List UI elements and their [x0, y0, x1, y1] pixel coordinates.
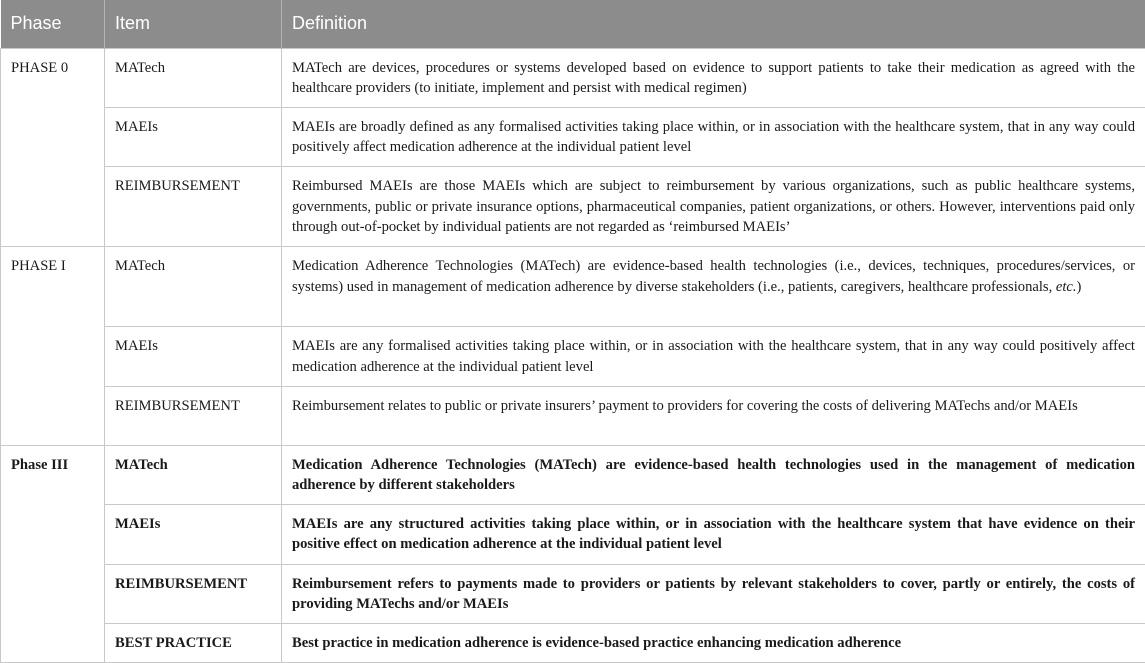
table-row — [1, 623, 1145, 662]
item-cell: REIMBURSEMENT — [105, 386, 282, 445]
definition-cell: MAEIs are any formalised activities taking place within, or in association with the healthcare system, that in any way could positively affect medication adherence at the individual patient level — [282, 327, 1145, 386]
table-row — [1, 247, 1145, 327]
definition-cell: Best practice in medication adherence is evidence-based practice enhancing medication adherence — [282, 623, 1145, 662]
definition-tail: ) — [1077, 279, 1082, 295]
definition-cell: Reimbursement relates to public or private insurers’ payment to providers for covering the costs of delivering MATechs and/or MAEIs — [282, 386, 1145, 445]
item-cell: REIMBURSEMENT — [105, 167, 282, 247]
item-cell: REIMBURSEMENT — [105, 564, 282, 623]
table-row — [1, 167, 1145, 247]
item-cell: MATech — [105, 247, 282, 327]
definition-cell: Reimbursed MAEIs are those MAEIs which are subject to reimbursement by various organizations, such as public healthcare systems, governments, public or private insurance options, pharmaceutical companies, patient organizations, or others. However, interventions paid only through out-of-pocket by individual patients are not regarded as ‘reimbursed MAEIs’ — [282, 167, 1145, 247]
table-row — [1, 327, 1145, 386]
table-row — [1, 386, 1145, 445]
item-cell: MAEIs — [105, 327, 282, 386]
item-cell: MATech — [105, 445, 282, 504]
header-definition: Definition — [282, 0, 1145, 48]
definition-cell: Medication Adherence Technologies (MATech) are evidence-based health technologies used in the management of medication adherence by different stakeholders — [282, 445, 1145, 504]
definition-cell — [282, 247, 1145, 327]
definition-cell: MAEIs are broadly defined as any formalised activities taking place within, or in association with the healthcare system, that in any way could positively affect medication adherence at the individual patient level — [282, 107, 1145, 166]
header-phase: Phase — [1, 0, 105, 48]
item-cell: MAEIs — [105, 505, 282, 564]
item-cell: MATech — [105, 48, 282, 107]
phase-cell: PHASE 0 — [1, 48, 105, 247]
table-row — [1, 564, 1145, 623]
item-cell: MAEIs — [105, 107, 282, 166]
table-row — [1, 48, 1145, 107]
table-row — [1, 107, 1145, 166]
definition-italic: etc. — [1056, 279, 1077, 295]
header-item: Item — [105, 0, 282, 48]
phase-cell: Phase III — [1, 445, 105, 662]
table-row — [1, 445, 1145, 504]
table-header-row — [1, 0, 1145, 48]
phase-cell: PHASE I — [1, 247, 105, 445]
table-row — [1, 505, 1145, 564]
item-cell: BEST PRACTICE — [105, 623, 282, 662]
definition-cell: MATech are devices, procedures or systems developed based on evidence to support patients to take their medication as agreed with the healthcare providers (to initiate, implement and persist with medical regimen) — [282, 48, 1145, 107]
definition-cell: MAEIs are any structured activities taking place within, or in association with the healthcare system that have evidence on their positive effect on medication adherence at the individual patient level — [282, 505, 1145, 564]
definition-cell: Reimbursement refers to payments made to providers or patients by relevant stakeholders to cover, partly or entirely, the costs of providing MATechs and/or MAEIs — [282, 564, 1145, 623]
definition-text: Medication Adherence Technologies (MATech) are evidence-based health technologies (i.e., devices, techniques, procedures/services, or systems) used in management of medication adherence by diverse stakeholders (i.e., patients, caregivers, healthcare professionals, — [292, 258, 1135, 294]
